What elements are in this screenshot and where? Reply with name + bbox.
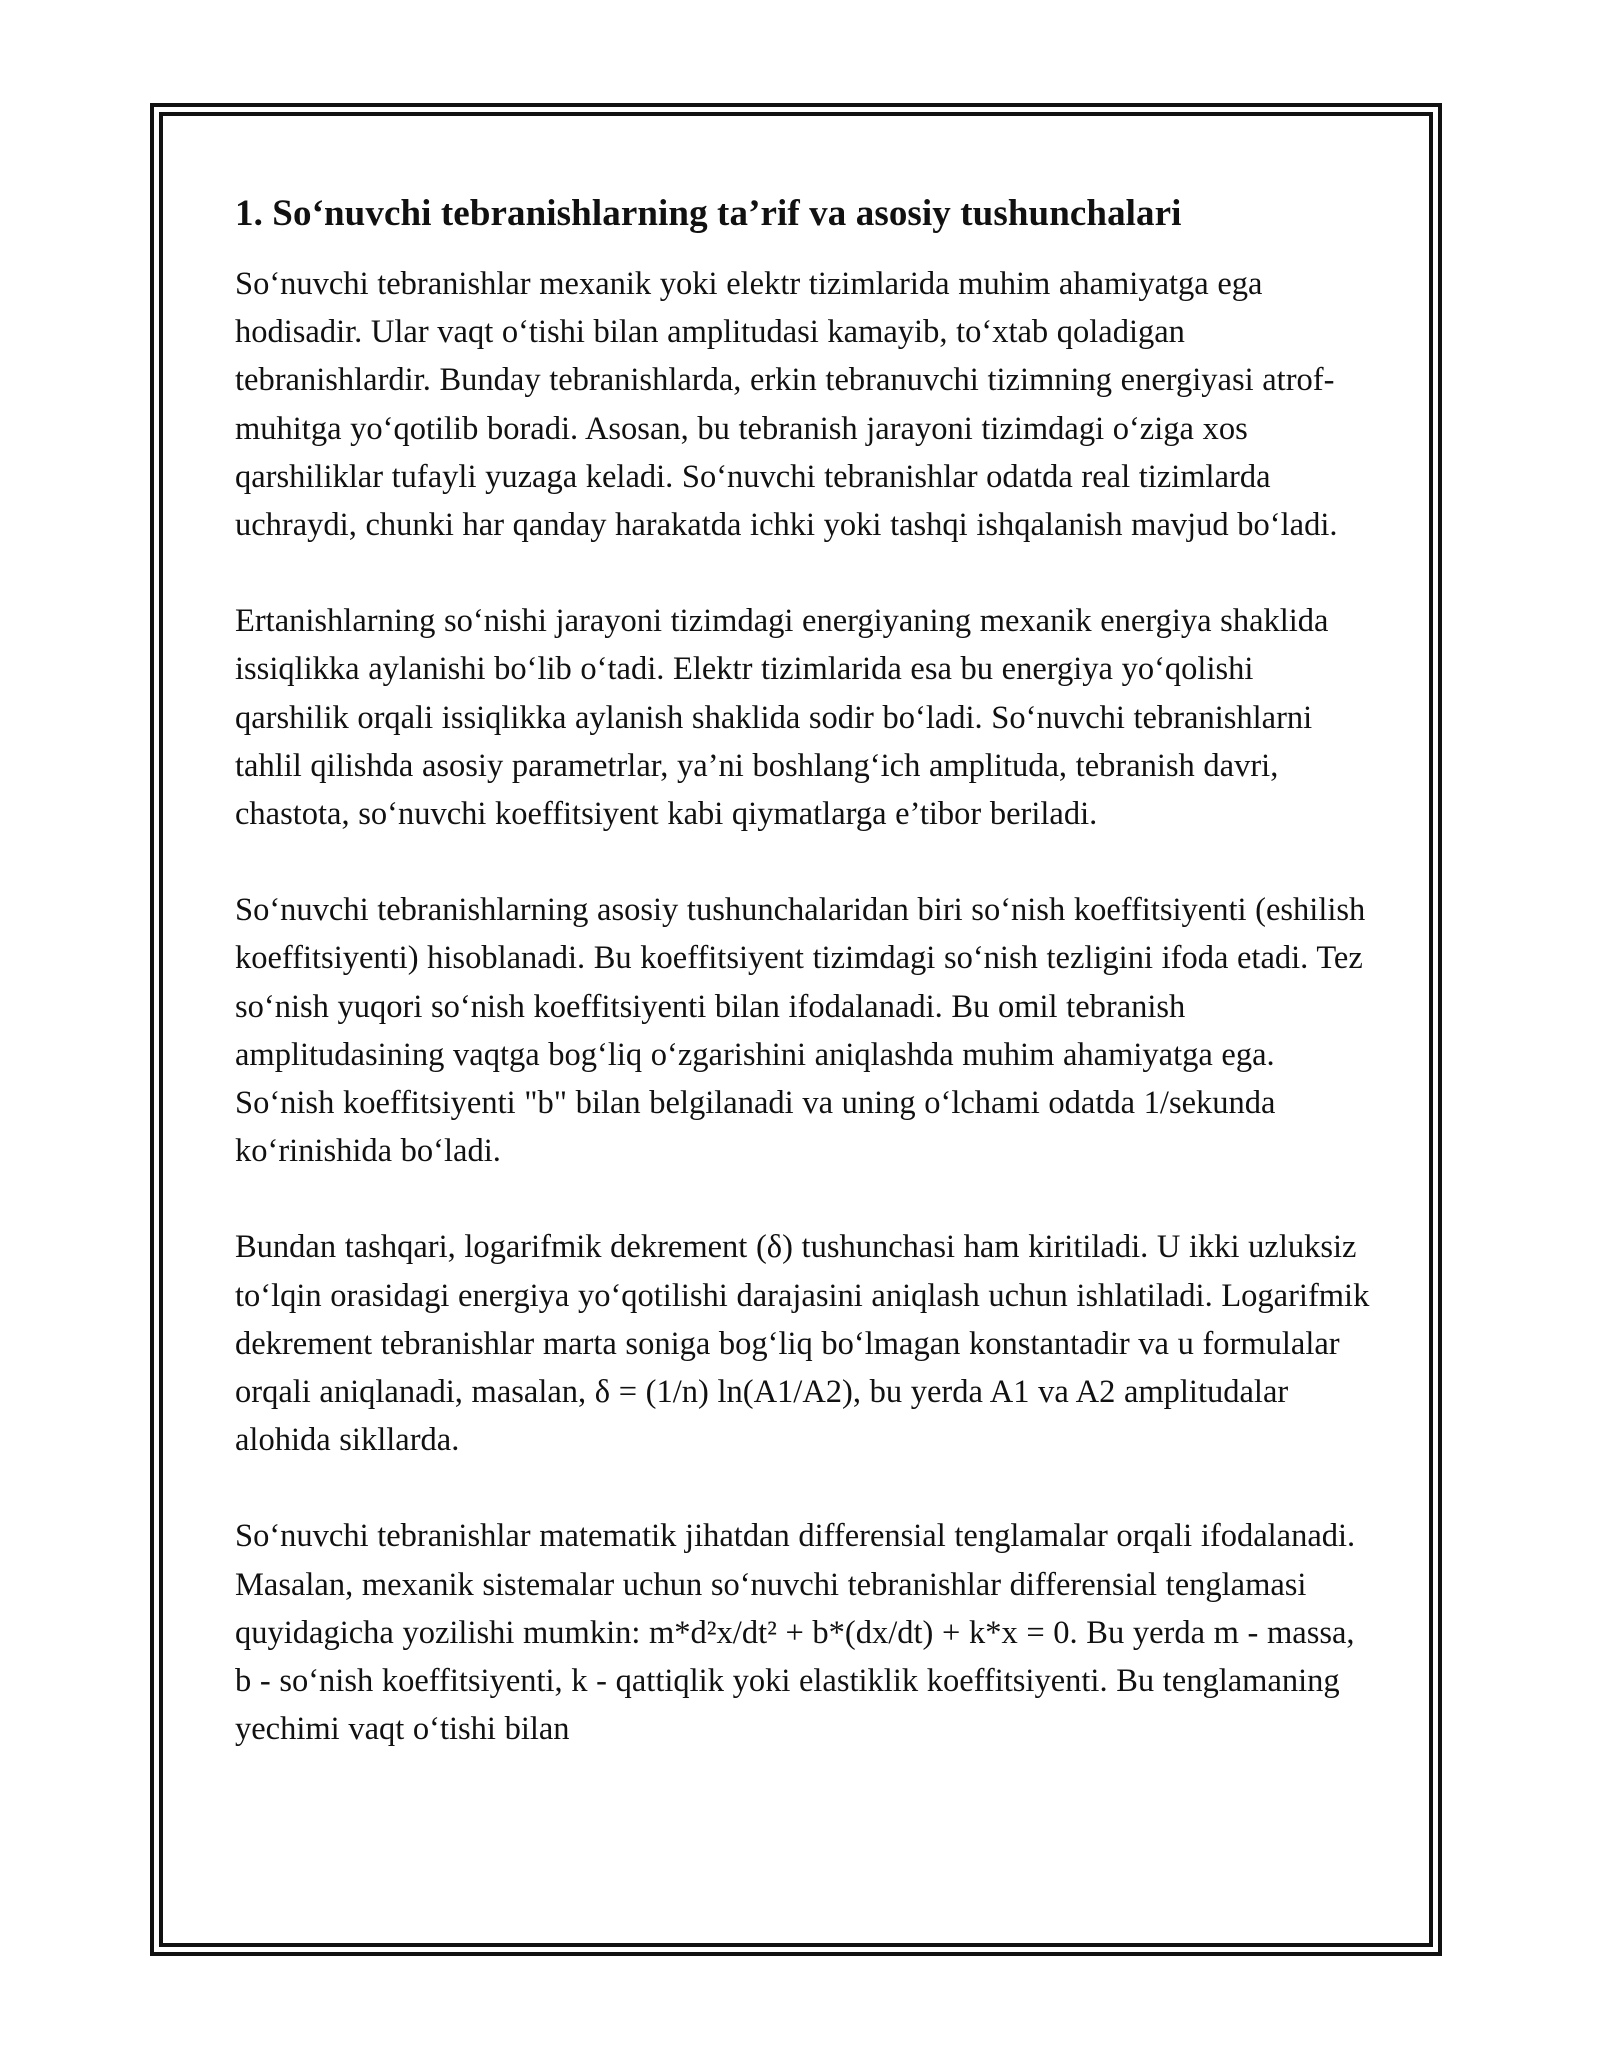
paragraph-energy-loss: Ertanishlarning so‘nishi jarayoni tizimdagi energiyaning mexanik energiya shaklida issiqlikka aylanishi bo‘lib o‘tadi. Elektr tizimlarida esa bu energiya yo‘qolishi qarshilik orqali issiqlikka aylanish shaklida sodir bo‘ladi. So‘nuvchi tebranishlarni tahlil qilishda asosiy parametrlar, ya’ni boshlang‘ich amplituda, tebranish davri, chastota, so‘nuvchi koeffitsiyent kabi qiymatlarga e’tibor beriladi.: [235, 603, 1329, 833]
paragraph-definition: So‘nuvchi tebranishlar mexanik yoki elektr tizimlarida muhim ahamiyatga ega hodisadir. Ular vaqt o‘tishi bilan amplitudasi kamayib, to‘xtab qoladigan tebranishlardir. Bunday tebranishlarda, erkin tebranuvchi tizimning energiyasi atrof-muhitga yo‘qotilib boradi. Asosan, bu tebranish jarayoni tizimdagi o‘ziga xos qarshiliklar tufayli yuzaga keladi. So‘nuvchi tebranishlar odatda real tizimlarda uchraydi, chunki har qanday harakatda ichki yoki tashqi ishqalanish mavjud bo‘ladi.: [235, 266, 1338, 544]
paragraph-damping-coefficient: So‘nuvchi tebranishlarning asosiy tushunchalaridan biri so‘nish koeffitsiyenti (eshilish koeffitsiyenti) hisoblanadi. Bu koeffitsiyent tizimdagi so‘nish tezligini ifoda etadi. Tez so‘nish yuqori so‘nish koeffitsiyenti bilan ifodalanadi. Bu omil tebranish amplitudasining vaqtga bog‘liq o‘zgarishini aniqlashda muhim ahamiyatga ega. So‘nish koeffitsiyenti "b" bilan belgilanadi va uning o‘lchami odatda 1/sekunda ko‘rinishida bo‘ladi.: [235, 892, 1366, 1170]
paragraph-differential-equation: So‘nuvchi tebranishlar matematik jihatdan differensial tenglamalar orqali ifodalanadi. Masalan, mexanik sistemalar uchun so‘nuvchi tebranishlar differensial tenglamasi quyidagicha yozilishi mumkin: m*d²x/dt² + b*(dx/dt) + k*x = 0. Bu yerda m - massa, b - so‘nish koeffitsiyenti, k - qattiqlik yoki elastiklik koeffitsiyenti. Bu tenglamaning yechimi vaqt o‘tishi bilan: [235, 1518, 1356, 1748]
paragraph-logarithmic-decrement: Bundan tashqari, logarifmik dekrement (δ) tushunchasi ham kiritiladi. U ikki uzluksiz to‘lqin orasidagi energiya yo‘qotilishi darajasini aniqlash uchun ishlatiladi. Logarifmik dekrement tebranishlar marta soniga bog‘liq bo‘lmagan konstantadir va u formulalar orqali aniqlanadi, masalan, δ = (1/n) ln(A1/A2), bu yerda A1 va A2 amplitudalar alohida sikllarda.: [235, 1229, 1370, 1459]
section-heading: 1. So‘nuvchi tebranishlarning ta’rif va asosiy tushunchalari: [235, 193, 1182, 234]
document-body: [235, 186, 1375, 1753]
